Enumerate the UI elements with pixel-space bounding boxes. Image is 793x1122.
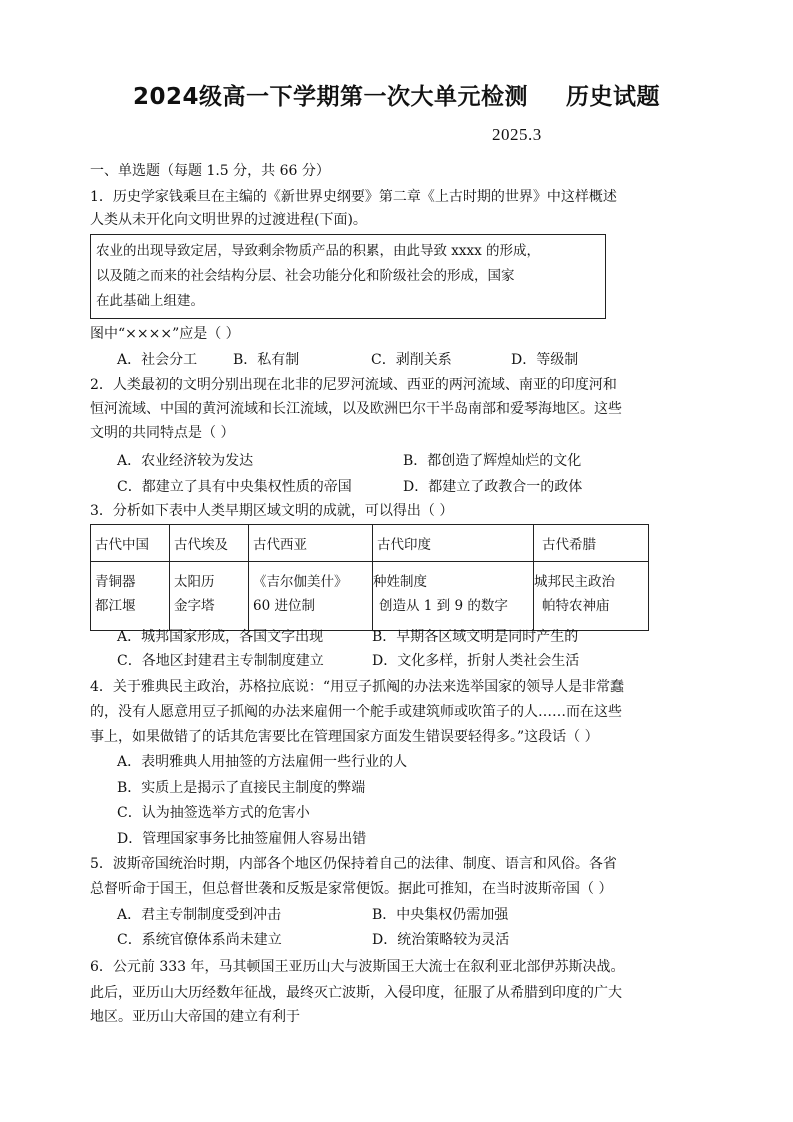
q1-stem-line2: 人类从未开化向文明世界的过渡进程(下面)。: [90, 212, 367, 228]
q5-option-b[interactable]: B．中央集权仍需加强: [372, 907, 509, 923]
q1-quote-line3: 在此基础上组建。: [96, 293, 204, 309]
q5-option-d[interactable]: D．统治策略较为灵活: [372, 932, 510, 948]
q4-option-b[interactable]: B．实质上是揭示了直接民主制度的弊端: [117, 780, 366, 796]
q6-stem-line1: 6．公元前 333 年，马其顿国王亚历山大与波斯国王大流士在叙利亚北部伊苏斯决战。: [90, 959, 625, 975]
q6-stem-line2: 此后，亚历山大历经数年征战，最终灭亡波斯，入侵印度，征服了从希腊到印度的广大: [90, 985, 622, 1001]
table-cell: [170, 562, 249, 631]
q4-option-d[interactable]: D．管理国家事务比抽签雇佣人容易出错: [117, 831, 367, 847]
cell-line: 创造从 1 到 9 的数字: [379, 598, 508, 614]
q4-option-a[interactable]: A．表明雅典人用抽签的方法雇佣一些行业的人: [117, 754, 408, 770]
table-row: [91, 562, 649, 631]
q4-stem-line2: 的，没有人愿意用豆子抓阄的办法来雇佣一个舵手或建筑师或吹笛子的人……而在这些: [90, 704, 622, 720]
table-cell: [534, 562, 649, 631]
q2-stem-line3: 文明的共同特点是（ ）: [90, 425, 235, 441]
q2-option-b[interactable]: B．都创造了辉煌灿烂的文化: [403, 453, 582, 469]
table-header-cell: 古代西亚: [249, 525, 373, 562]
q3-civilization-table: [90, 524, 649, 631]
q3-stem: 3．分析如下表中人类早期区域文明的成就，可以得出（ ）: [90, 503, 454, 519]
q1-stem-line1: 1．历史学家钱乘旦在主编的《新世界史纲要》第二章《上古时期的世界》中这样概述: [90, 189, 617, 205]
q1-option-c[interactable]: C．剥削关系: [371, 352, 452, 368]
q5-stem-line2: 总督听命于国王，但总督世袭和反叛是家常便饭。据此可推知，在当时波斯帝国（ ）: [90, 881, 613, 897]
exam-title-main: 2024级高一下学期第一次大单元检测: [132, 84, 528, 110]
q4-option-c[interactable]: C．认为抽签选举方式的危害小: [117, 805, 310, 821]
exam-date: 2025.3: [492, 125, 542, 144]
exam-title: [0, 78, 793, 111]
q1-option-a[interactable]: A．社会分工: [117, 352, 198, 368]
q3-option-b[interactable]: B．早期各区域文明是同时产生的: [372, 629, 579, 645]
table-header-cell: 古代印度: [373, 525, 534, 562]
q2-stem-line2: 恒河流域、中国的黄河流域和长江流域，以及欧洲巴尔干半岛南部和爱琴海地区。这些: [90, 401, 622, 417]
cell-line: 都江堰: [95, 598, 136, 614]
table-header-row: [91, 525, 649, 562]
table-cell: [91, 562, 170, 631]
q3-option-c[interactable]: C．各地区封建君主专制制度建立: [117, 653, 324, 669]
q3-option-a[interactable]: A．城邦国家形成，各国文字出现: [117, 629, 324, 645]
cell-line: 金字塔: [174, 598, 215, 614]
q4-stem-line3: 事上，如果做错了的话其危害要比在管理国家方面发生错误要轻得多。”这段话（ ）: [90, 729, 599, 745]
table-header-cell: 古代中国: [91, 525, 170, 562]
q5-option-c[interactable]: C．系统官僚体系尚未建立: [117, 932, 282, 948]
q3-option-d[interactable]: D．文化多样，折射人类社会生活: [372, 653, 580, 669]
cell-line: 《吉尔伽美什》: [253, 574, 348, 590]
cell-line: 青铜器: [95, 574, 136, 590]
q1-quote-box: [90, 234, 606, 319]
exam-subject: 历史试题: [566, 84, 660, 110]
q5-stem-line1: 5．波斯帝国统治时期，内部各个地区仍保持着自己的法律、制度、语言和风俗。各省: [90, 856, 617, 872]
q2-option-a[interactable]: A．农业经济较为发达: [117, 453, 254, 469]
q2-stem-line1: 2．人类最初的文明分别出现在北非的尼罗河流域、西亚的两河流域、南亚的印度河和: [90, 377, 617, 393]
table-cell: [373, 562, 534, 631]
cell-line: 种姓制度: [373, 574, 427, 590]
q1-quote-line1: 农业的出现导致定居，导致剩余物质产品的积累，由此导致 xxxx 的形成，: [96, 243, 541, 259]
q1-option-d[interactable]: D．等级制: [511, 352, 579, 368]
cell-line: 60 进位制: [253, 598, 315, 614]
q5-option-a[interactable]: A．君主专制制度受到冲击: [117, 907, 282, 923]
q1-quote-line2: 以及随之而来的社会结构分层、社会功能分化和阶级社会的形成，国家: [96, 268, 515, 284]
cell-line: 太阳历: [174, 574, 215, 590]
table-cell: [249, 562, 373, 631]
q2-option-c[interactable]: C．都建立了具有中央集权性质的帝国: [117, 479, 352, 495]
q2-option-d[interactable]: D．都建立了政教合一的政体: [403, 479, 583, 495]
q1-option-b[interactable]: B．私有制: [233, 352, 300, 368]
section-heading: 一、单选题（每题 1.5 分，共 66 分）: [90, 163, 330, 179]
q4-stem-line1: 4．关于雅典民主政治，苏格拉底说：“用豆子抓阄的办法来选举国家的领导人是非常蠢: [90, 679, 625, 695]
table-header-cell: 古代埃及: [170, 525, 249, 562]
table-header-cell: 古代希腊: [534, 525, 649, 562]
q6-stem-line3: 地区。亚历山大帝国的建立有利于: [90, 1009, 300, 1025]
cell-line: 帕特农神庙: [542, 598, 610, 614]
cell-line: 城邦民主政治: [534, 574, 615, 590]
q1-question: 图中“××××”应是（ ）: [90, 326, 240, 342]
